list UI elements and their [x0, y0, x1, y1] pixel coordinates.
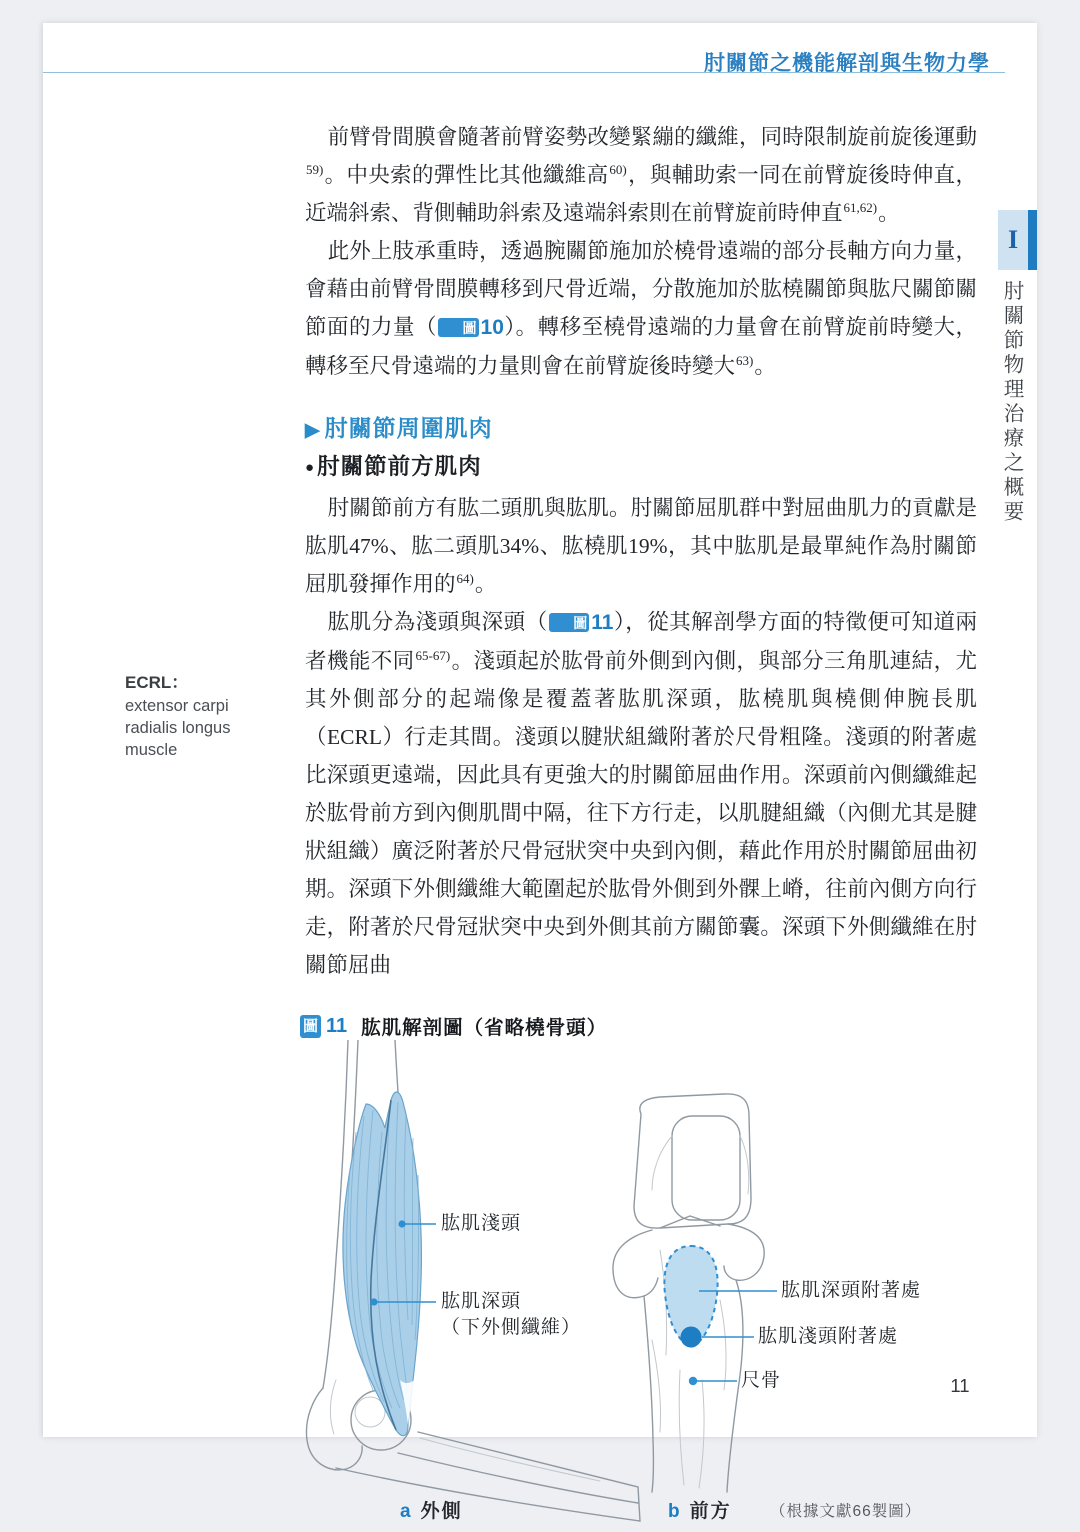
- section-heading-elbow-muscles: ▶ 肘關節周圍肌肉: [305, 415, 493, 441]
- paragraph-load-transfer: 此外上肢承重時，透過腕關節施加於橈骨遠端的部分長軸方向力量，會藉由前臂骨間膜轉移到尺骨近端，分散施加於肱橈關節與肱尺關節關節面的力量（ 圖 10）。轉移至橈骨遠端的力量會在前臂旋前時變大，轉移至尺骨遠端的力量則會在前臂旋後時變大$^{63)}$。: [305, 239, 977, 378]
- citation-59: 59): [306, 161, 324, 177]
- figure-11-ref-icon: 圖: [549, 613, 590, 632]
- bullet-icon: ●: [305, 460, 316, 476]
- figure-caption-number: 11: [326, 1014, 348, 1037]
- label-superficial-head: 肱肌淺頭: [441, 1213, 522, 1234]
- figure-11-caption: [300, 1012, 977, 1040]
- label-superficial-head-attachment: 肱肌淺頭附著處: [758, 1326, 899, 1347]
- subheading-anterior-muscles: ●肘關節前方肌肉: [305, 454, 482, 479]
- subcaption-b: b 前方: [668, 1501, 732, 1522]
- heading-arrow-icon: ▶: [305, 420, 321, 441]
- superficial-head-attachment-dot: [681, 1327, 702, 1348]
- label-deep-head: 肱肌深頭 （下外側纖維）: [441, 1291, 582, 1338]
- label-ulna: 尺骨: [741, 1370, 782, 1391]
- citation-60: 60): [609, 161, 627, 177]
- citation-61-62: 61,62): [843, 199, 878, 215]
- brachialis-muscle-shape: [343, 1092, 421, 1436]
- paragraph-brachialis-heads: 肱肌分為淺頭與深頭（ 圖 11），從其解剖學方面的特徵便可知道兩者機能不同$^{65-67)}$。淺頭起於肱骨前外側到內側，與部分三角肌連結，尤其外側部分的起端像是覆蓋著肱肌深頭，肱橈肌與橈側伸腕長肌（ECRL）行走其間。淺頭以腱狀組織附著於尺骨粗隆。淺頭的附著處比深頭更遠端，因此具有更強大的肘關節屈曲作用。深頭前內側纖維起於肱骨前方到內側肌間中隔，往下方行走，以肌腱組織（內側尤其是腱狀組織）廣泛附著於尺骨冠狀突中央到內側，藉此作用於肘關節屈曲初期。深頭下外側纖維大範圍起於肱骨外側到外髁上嵴，往前內側方向行走，附著於尺骨冠狀突中央到外側其前方關節囊。深頭下外側纖維在肘關節屈曲: [305, 610, 977, 977]
- figure-10-ref-number: 10: [480, 316, 504, 339]
- paragraph-interosseous-membrane: 前臂骨間膜會隨著前臂姿勢改變緊繃的纖維，同時限制旋前旋後運動$^{59)}$。中央索的彈性比其他纖維高$^{60)}$，與輔助索一同在前臂旋後時伸直，近端斜索、背側輔助斜索及遠端斜索則在前臂旋前時伸直$^{61,62)}$。: [305, 125, 977, 225]
- figure-10-ref-icon: 圖: [438, 318, 479, 337]
- part-number-label: I: [998, 210, 1028, 270]
- running-header-title: 肘關節之機能解剖與生物力學: [704, 51, 990, 75]
- citation-64: 64): [456, 570, 474, 586]
- figure-caption-icon: 圖: [300, 1015, 321, 1038]
- page-number: 11: [950, 1375, 970, 1396]
- margin-note-definition: extensor carpi radialis longus muscle: [125, 697, 231, 759]
- figure-source-note: （根據文獻66製圖）: [770, 1503, 922, 1520]
- main-text-column: [43, 23, 1037, 1532]
- margin-note-term: ECRL：: [125, 673, 189, 692]
- book-page: [43, 23, 1037, 1522]
- paragraph-flexor-contribution: 肘關節前方有肱二頭肌與肱肌。肘關節屈肌群中對屈曲肌力的貢獻是肱肌47%、肱二頭肌34%、肱橈肌19%，其中肱肌是最單純作為肘關節屈肌發揮作用的$^{64)}$。: [305, 496, 977, 596]
- figure-11-ref-number: 11: [591, 611, 614, 634]
- figure-11-canvas: [300, 1040, 1000, 1532]
- figure-caption-title: 肱肌解剖圖（省略橈骨頭）: [361, 1017, 608, 1039]
- ulna-marker-dot: [689, 1377, 697, 1385]
- subcaption-a: a 外側: [400, 1501, 463, 1522]
- chapter-vertical-title: 肘關節物理治療之概要: [1000, 280, 1022, 525]
- citation-63: 63): [736, 352, 754, 368]
- citation-65-67: 65-67): [415, 647, 451, 663]
- label-deep-head-attachment: 肱肌深頭附著處: [781, 1280, 922, 1301]
